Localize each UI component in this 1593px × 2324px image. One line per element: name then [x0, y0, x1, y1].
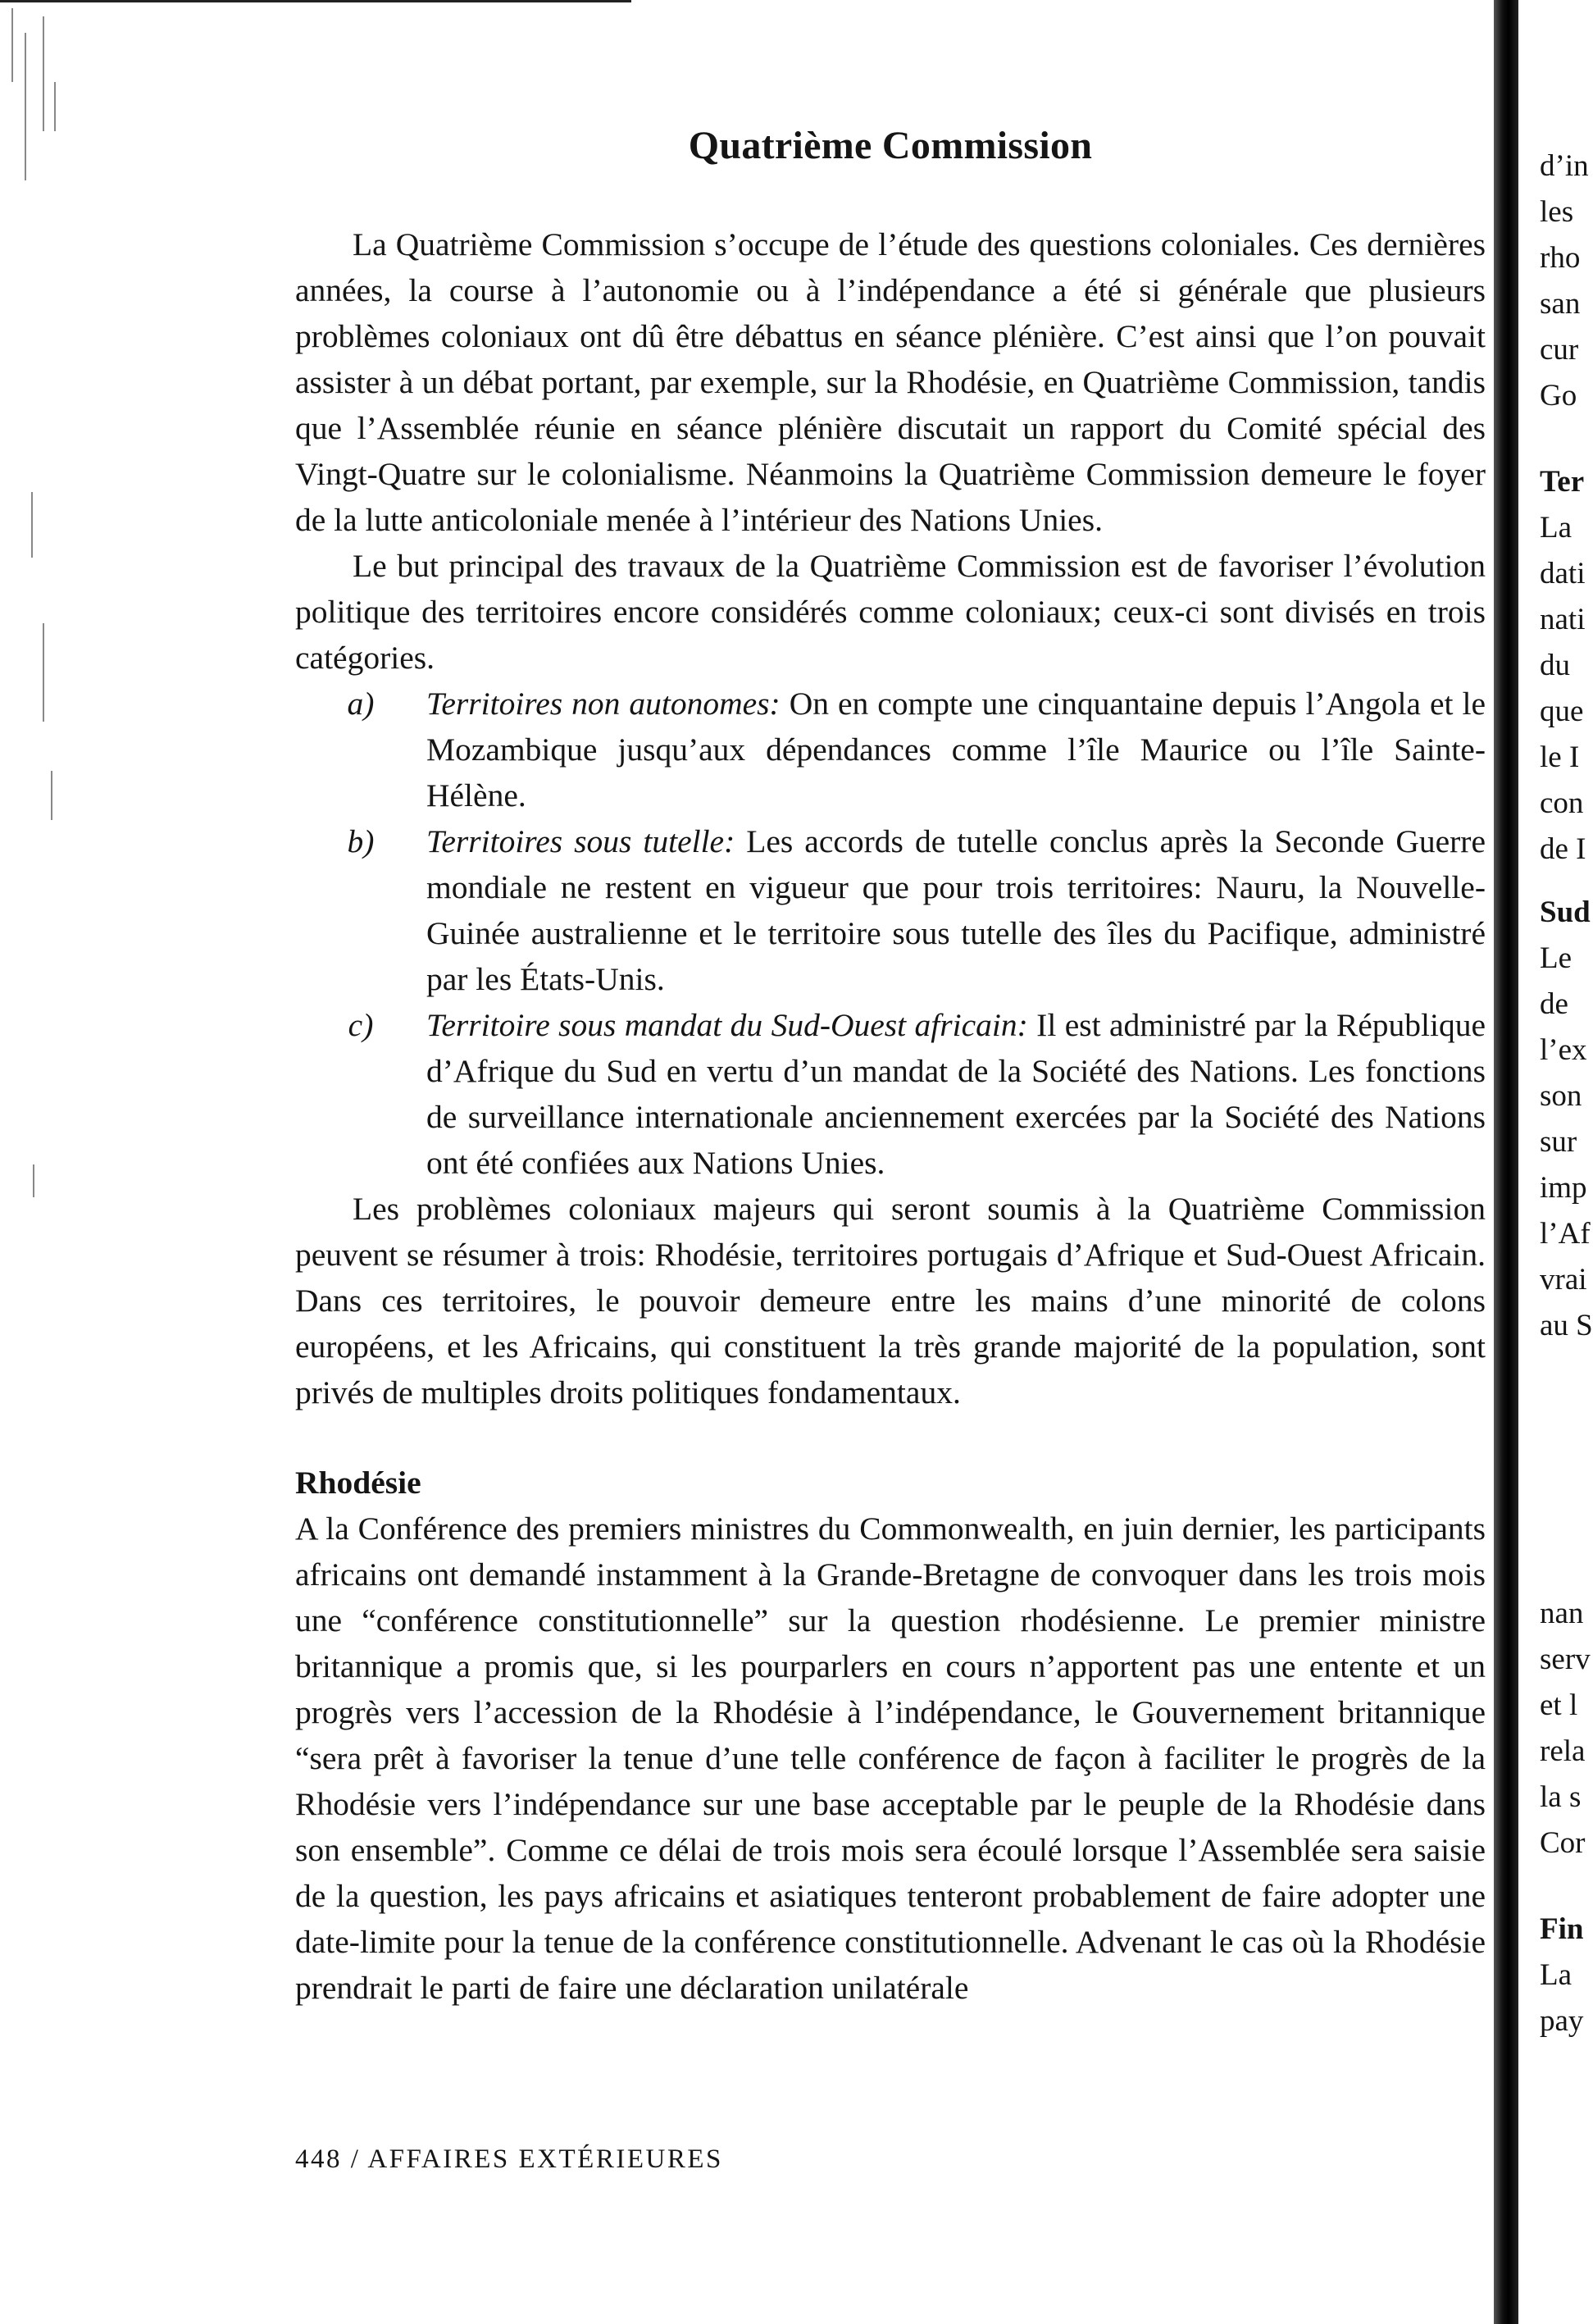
- adjacent-block-4: [1540, 1591, 1591, 1866]
- section-heading-rhodesia: Rhodésie: [295, 1465, 421, 1501]
- category-item-b: [295, 818, 1486, 1002]
- category-term: Territoires non autonomes:: [426, 686, 781, 722]
- paragraph-goal: Le but principal des travaux de la Quatrième Commission est de favoriser l’évolution politique des territoires encore considérés comme coloniaux; ceux-ci sont divisés en trois catégories.: [295, 548, 1486, 676]
- adjacent-fragment: du: [1540, 649, 1570, 682]
- adjacent-fragment: san: [1540, 287, 1581, 321]
- paragraph-intro: La Quatrième Commission s’occupe de l’étude des questions coloniales. Ces dernières années, la course à l’autonomie ou à l’indépendance a été si générale que plusieurs problèmes coloniaux ont dû être débattus en séance plénière. C’est ainsi que l’on pouvait assister à un débat portant, par exemple, sur la Rhodésie, en Quatrième Commission, tandis que l’Assemblée réunie en séance plénière discutait un rapport du Comité spécial des Vingt-Quatre sur le colonialisme. Néanmoins la Quatrième Commission demeure le foyer de la lutte anticoloniale menée à l’intérieur des Nations Unies.: [295, 226, 1486, 538]
- top-rule: [0, 0, 631, 2]
- page-footer: 448 / AFFAIRES EXTÉRIEURES: [295, 2144, 723, 2174]
- adjacent-fragment: au S: [1540, 1309, 1593, 1342]
- article-body: [295, 221, 1486, 2011]
- category-text: Les accords de tutelle conclus après la Seconde Guerre mondiale ne restent en vigueur que pour trois territoires: Nauru, la Nouvelle-Guinée australienne et le territoire sous tutelle des îles du Pacifique, administré par les États-Unis.: [426, 823, 1486, 997]
- adjacent-fragment: nan: [1540, 1597, 1584, 1630]
- category-item-c: [295, 1002, 1486, 1186]
- adjacent-fragment: La: [1540, 511, 1573, 545]
- adjacent-fragment: le I: [1540, 740, 1580, 774]
- category-marker: c): [348, 1007, 374, 1043]
- paragraph-rhodesia: A la Conférence des premiers ministres du Commonwealth, en juin dernier, les participants africains ont demandé instamment à la Grande-Bretagne de convoquer dans les trois mois une “conférence constitutionnelle” sur la question rhodésienne. Le premier ministre britannique a promis que, si les pourparlers en cours n’apportent pas une entente et un progrès vers l’accession de la Rhodésie à l’indépendance, le Gouvernement britannique “sera prêt à favoriser la tenue d’une telle conférence de façon à faciliter le progrès de la Rhodésie vers l’indépendance sur une base acceptable par le peuple de la Rhodésie dans son ensemble”. Comme ce délai de trois mois sera écoulé lorsque l’Assemblée sera saisie de la question, les pays africains et asiatiques tenteront probablement de faire adopter une date-limite pour la tenue de la conférence constitutionnelle. Advenant le cas où la Rhodésie prendrait le parti de faire une déclaration unilatérale: [295, 1511, 1486, 2006]
- scan-edge-marks: [0, 0, 90, 1558]
- category-content: [426, 1002, 1486, 1186]
- adjacent-fragment: serv: [1540, 1643, 1591, 1676]
- category-marker: b): [347, 823, 375, 859]
- adjacent-fragment: dati: [1540, 557, 1586, 590]
- category-text: On en compte une cinquantaine depuis l’Angola et le Mozambique jusqu’aux dépendances comme l’île Maurice ou l’île Sainte-Hélène.: [426, 686, 1486, 813]
- adjacent-fragment: d’in: [1540, 149, 1589, 183]
- category-marker: a): [347, 686, 375, 722]
- adjacent-fragment: Go: [1540, 379, 1577, 412]
- adjacent-fragment: l’ex: [1540, 1033, 1587, 1067]
- adjacent-heading: Ter: [1540, 465, 1585, 499]
- adjacent-block-3: [1540, 890, 1593, 1349]
- book-gutter: [1494, 0, 1518, 2324]
- adjacent-block-1: [1540, 144, 1589, 419]
- adjacent-fragment: vrai: [1540, 1263, 1587, 1296]
- adjacent-fragment: sur: [1540, 1125, 1577, 1159]
- adjacent-fragment: rela: [1540, 1734, 1586, 1768]
- adjacent-heading: Fin: [1540, 1912, 1584, 1946]
- adjacent-fragment: imp: [1540, 1171, 1587, 1205]
- category-term: Territoire sous mandat du Sud-Ouest africain:: [426, 1007, 1028, 1043]
- adjacent-fragment: et l: [1540, 1688, 1578, 1722]
- adjacent-fragment: pay: [1540, 2004, 1584, 2038]
- adjacent-fragment: Le: [1540, 941, 1573, 975]
- paragraph-problems: Les problèmes coloniaux majeurs qui seront soumis à la Quatrième Commission peuvent se résumer à trois: Rhodésie, territoires portugais d’Afrique et Sud-Ouest Africain. Dans ces territoires, le pouvoir demeure entre les mains d’une minorité de colons européens, et les Africains, qui constituent la très grande majorité de la population, sont privés de multiples droits politiques fondamentaux.: [295, 1191, 1486, 1410]
- adjacent-fragment: cur: [1540, 333, 1579, 367]
- category-text: Il est administré par la République d’Afrique du Sud en vertu d’un mandat de la Société des Nations. Les fonctions de surveillance internationale anciennement exercées par la Société des Nations ont été confiées aux Nations Unies.: [426, 1007, 1486, 1181]
- adjacent-fragment: les: [1540, 195, 1574, 229]
- adjacent-fragment: La: [1540, 1958, 1573, 1992]
- adjacent-block-2: [1540, 459, 1586, 873]
- adjacent-fragment: rho: [1540, 241, 1581, 275]
- category-content: [426, 681, 1486, 818]
- category-term: Territoires sous tutelle:: [426, 823, 735, 859]
- adjacent-fragment: que: [1540, 695, 1584, 728]
- adjacent-heading: Sud: [1540, 895, 1591, 929]
- adjacent-fragment: son: [1540, 1079, 1582, 1113]
- adjacent-fragment: de I: [1540, 832, 1586, 866]
- page-title: Quatrième Commission: [688, 124, 1093, 167]
- category-content: [426, 818, 1486, 1002]
- adjacent-fragment: la s: [1540, 1780, 1582, 1814]
- adjacent-fragment: nati: [1540, 603, 1586, 636]
- adjacent-fragment: Cor: [1540, 1826, 1586, 1860]
- adjacent-fragment: l’Af: [1540, 1217, 1591, 1251]
- adjacent-fragment: de: [1540, 987, 1568, 1021]
- adjacent-fragment: con: [1540, 786, 1584, 820]
- adjacent-block-5: [1540, 1907, 1582, 2044]
- category-item-a: [295, 681, 1486, 818]
